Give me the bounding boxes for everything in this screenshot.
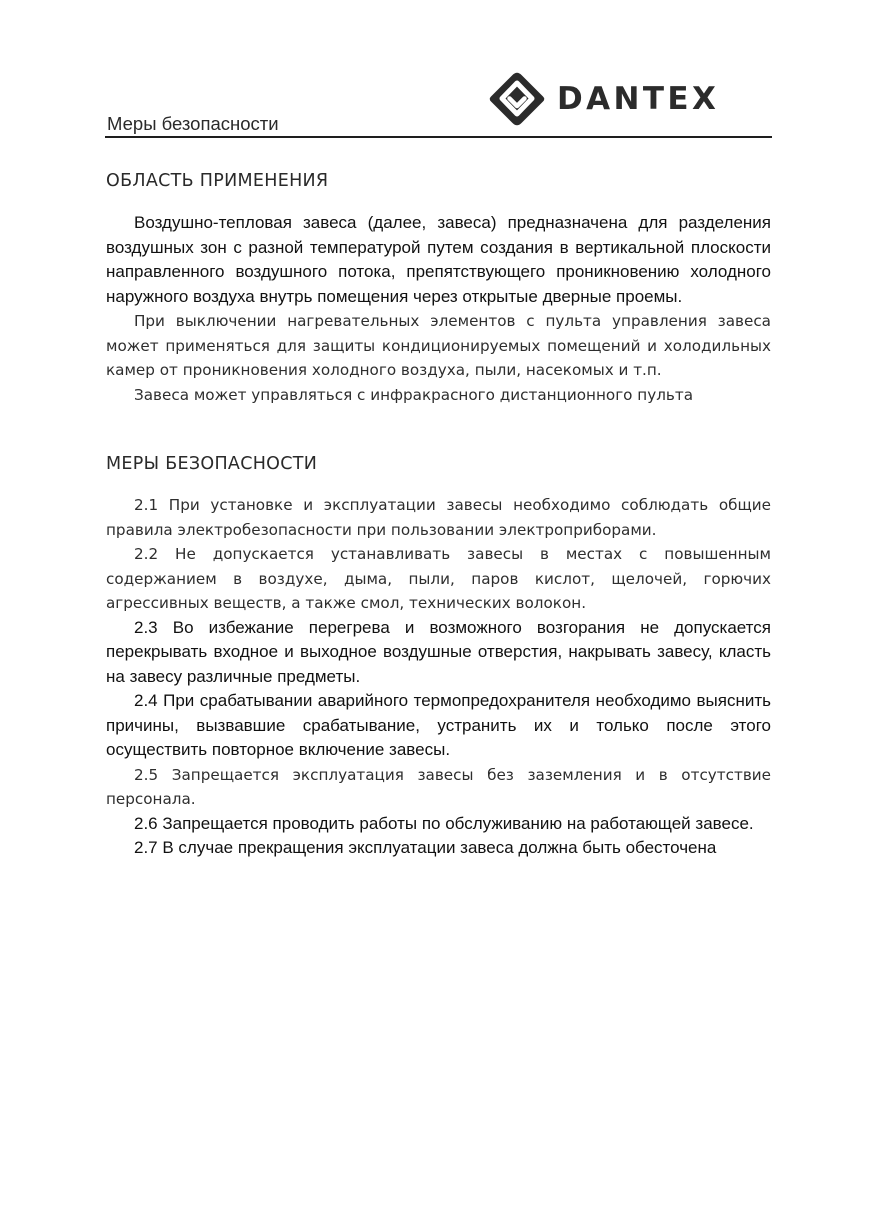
page-section-title: Меры безопасности bbox=[107, 113, 279, 134]
section-heading-scope: ОБЛАСТЬ ПРИМЕНЕНИЯ bbox=[106, 171, 329, 191]
page-content bbox=[106, 168, 771, 861]
safety-rule-2-2: 2.2 Не допускается устанавливать завесы в местах с повышенным содержанием в воздухе, дыма, пыли, паров кислот, щелочей, горючих агрессивных веществ, а также смол, технических волокон. bbox=[106, 545, 771, 612]
paragraph-scope-1: Воздушно-тепловая завеса (далее, завеса) предназначена для разделения воздушных зон с разной температурой путем создания в вертикальной плоскости направленного воздушного потока, препятствующего проникновению холодного наружного воздуха внутрь помещения через открытые дверные проемы. bbox=[106, 213, 771, 306]
brand-wordmark: DANTEX bbox=[557, 80, 720, 117]
safety-rule-2-7: 2.7 В случае прекращения эксплуатации завеса должна быть обесточена bbox=[134, 838, 717, 857]
paragraph-scope-2: При выключении нагревательных элементов с пульта управления завеса может применяться для защиты кондиционируемых помещений и холодильных камер от проникновения холодного воздуха, пыли, насекомых и т.п. bbox=[106, 312, 771, 379]
safety-rule-2-4: 2.4 При срабатывании аварийного термопредохранителя необходимо выяснить причины, вызвавшие срабатывание, устранить их и только после этого осуществить повторное включение завесы. bbox=[106, 691, 771, 759]
safety-rule-2-6: 2.6 Запрещается проводить работы по обслуживанию на работающей завесе. bbox=[134, 813, 754, 833]
safety-rule-2-3: 2.3 Во избежание перегрева и возможного возгорания не допускается перекрывать входное и выходное воздушные отверстия, накрывать завесу, класть на завесу различные предметы. bbox=[106, 617, 771, 686]
safety-rule-2-5: 2.5 Запрещается эксплуатация завесы без заземления и в отсутствие персонала. bbox=[106, 765, 771, 808]
safety-rule-2-1: 2.1 При установке и эксплуатации завесы необходимо соблюдать общие правила электробезопасности при пользовании электроприборами. bbox=[106, 496, 771, 539]
paragraph-scope-3: Завеса может управляться с инфракрасного дистанционного пульта bbox=[134, 385, 694, 404]
brand-logo bbox=[487, 68, 719, 130]
section-heading-safety: МЕРЫ БЕЗОПАСНОСТИ bbox=[106, 454, 318, 474]
header-divider bbox=[105, 136, 772, 138]
dantex-logo-icon bbox=[487, 69, 547, 129]
